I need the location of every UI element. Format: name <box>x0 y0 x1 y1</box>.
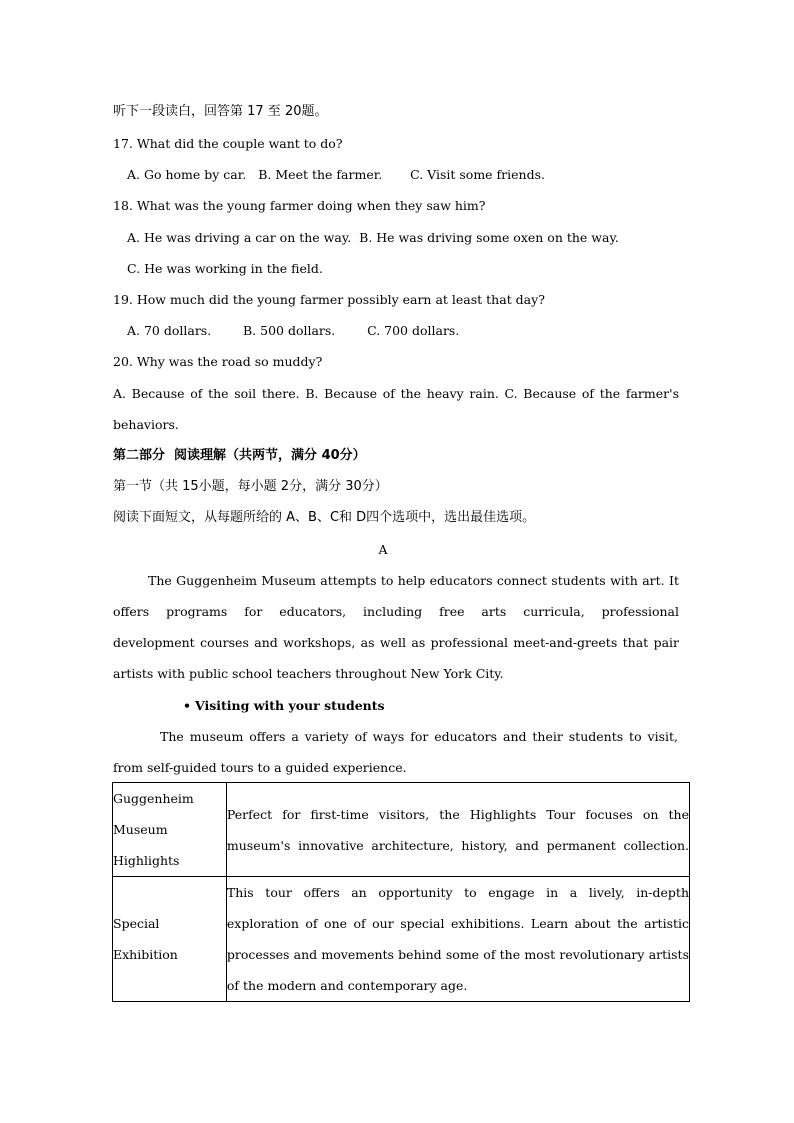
bullet-heading: Visiting with your students <box>195 698 385 713</box>
para2-line-1: The museum offers a variety of ways for educators and their students to visit, <box>160 729 678 744</box>
tour-name-line: Guggenheim <box>113 791 194 806</box>
reading-section-title: 第一节（共 15小题，每小题 2分，满分 30分） <box>113 479 388 494</box>
question-18-options-1: A. He was driving a car on the way. B. He was driving some oxen on the way. <box>127 230 619 245</box>
tour-desc-line: This tour offers an opportunity to engage in a lively, in-depth <box>226 885 689 900</box>
tour-name-line: Highlights <box>113 853 180 868</box>
tour-table <box>112 782 690 1002</box>
para1-line-3: development courses and workshops, as well as professional meet-and-greets that pair <box>113 635 679 650</box>
tour-name-line: Special <box>113 916 160 931</box>
table-row <box>113 783 690 877</box>
tour-name-cell <box>113 783 227 877</box>
tour-name-line: Exhibition <box>113 947 178 962</box>
tour-desc-line: of the modern and contemporary age. <box>226 978 468 993</box>
para2-line-2: from self-guided tours to a guided experience. <box>113 760 407 775</box>
tour-desc-line: processes and movements behind some of the most revolutionary artists <box>226 947 689 962</box>
para1-line-4: artists with public school teachers throughout New York City. <box>113 666 504 681</box>
para1-line-2: offers programs for educators, including free arts curricula, professional <box>113 604 679 619</box>
tour-desc-line: museum's innovative architecture, history, and permanent collection. <box>226 837 689 853</box>
tour-desc-line: Perfect for first-time visitors, the Highlights Tour focuses on the <box>226 806 689 822</box>
question-20-stem: 20. Why was the road so muddy? <box>113 354 323 369</box>
tour-name-cell <box>113 877 227 1002</box>
question-17-stem: 17. What did the couple want to do? <box>113 136 343 151</box>
bullet-heading-row <box>183 697 385 715</box>
reading-instruction: 阅读下面短文，从每题所给的 A、B、C和 D四个选项中，选出最佳选项。 <box>113 510 536 525</box>
tour-desc-cell <box>226 783 689 877</box>
question-18-stem: 18. What was the young farmer doing when they saw him? <box>113 198 486 213</box>
table-row <box>113 877 690 1002</box>
question-17-options: A. Go home by car. B. Meet the farmer. C. Visit some friends. <box>127 167 545 182</box>
para1-line-1: The Guggenheim Museum attempts to help educators connect students with art. It <box>148 573 679 588</box>
reading-part-title: 第二部分 阅读理解（共两节，满分 40分） <box>113 448 366 463</box>
tour-desc-cell <box>226 877 689 1002</box>
question-20-options-2: behaviors. <box>113 417 179 432</box>
bullet-dot-icon: • <box>183 698 191 713</box>
tour-desc-line: exploration of one of our special exhibitions. Learn about the artistic <box>226 916 689 931</box>
question-20-options-1: A. Because of the soil there. B. Because of the heavy rain. C. Because of the farmer's <box>113 386 679 401</box>
tour-name-line: Museum <box>113 822 168 837</box>
question-19-stem: 19. How much did the young farmer possibly earn at least that day? <box>113 292 545 307</box>
question-18-options-2: C. He was working in the field. <box>127 261 323 276</box>
question-19-options: A. 70 dollars. B. 500 dollars. C. 700 dollars. <box>127 323 460 338</box>
passage-label: A <box>378 542 388 557</box>
listening-instruction: 听下一段读白，回答第 17 至 20题。 <box>113 104 328 119</box>
